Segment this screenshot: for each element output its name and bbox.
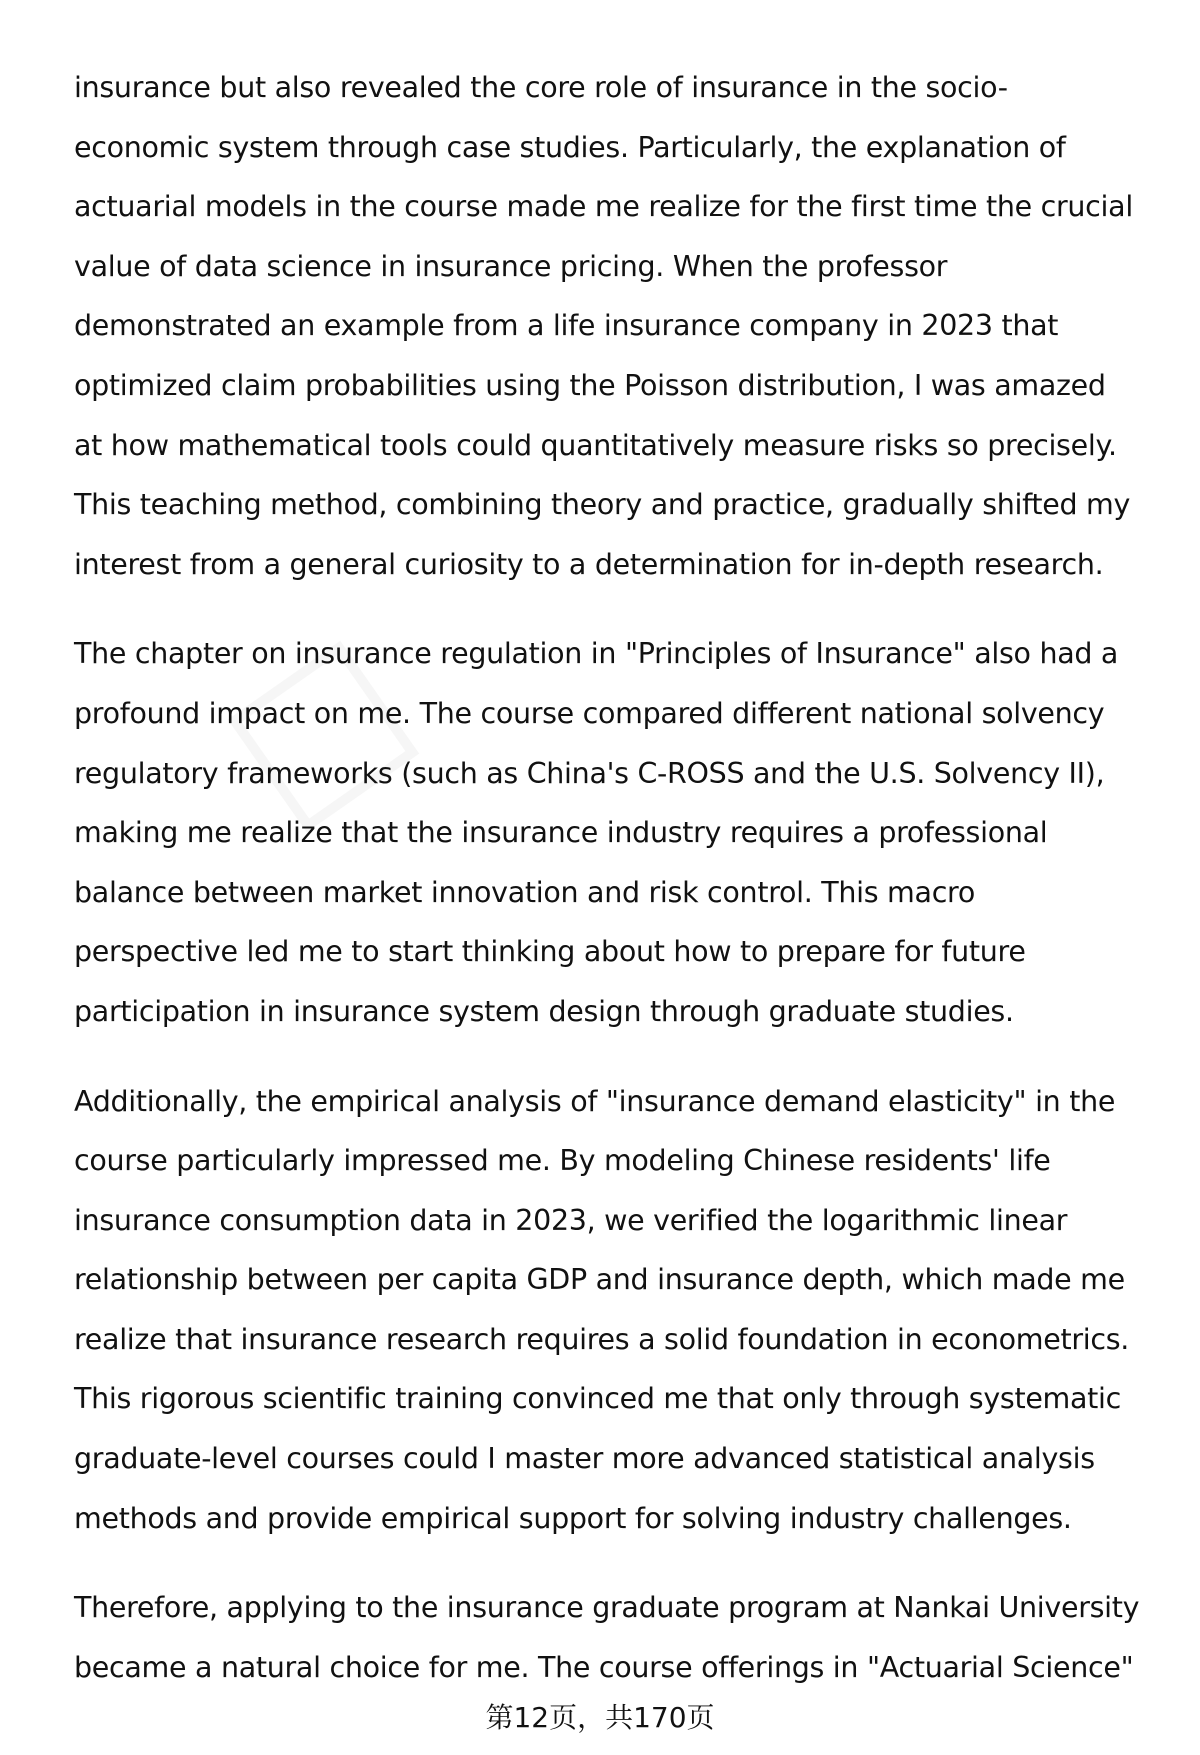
text-line: at how mathematical tools could quantitatively measure risks so precisely.	[74, 428, 1117, 462]
text-line: Additionally, the empirical analysis of "insurance demand elasticity" in the	[74, 1084, 1116, 1118]
text-line: This teaching method, combining theory and practice, gradually shifted my	[74, 488, 1131, 522]
text-line: optimized claim probabilities using the Poisson distribution, I was amazed	[74, 368, 1106, 402]
text-line: relationship between per capita GDP and insurance depth, which made me	[74, 1263, 1125, 1297]
text-line: course particularly impressed me. By modeling Chinese residents' life	[74, 1144, 1051, 1178]
text-line: actuarial models in the course made me realize for the first time the crucial	[74, 190, 1133, 224]
text-line: became a natural choice for me. The course offerings in "Actuarial Science"	[74, 1650, 1134, 1684]
paragraph	[74, 58, 1174, 594]
text-line: interest from a general curiosity to a determination for in-depth research.	[74, 547, 1104, 581]
text-line: The chapter on insurance regulation in "Principles of Insurance" also had a	[74, 637, 1119, 671]
text-line: economic system through case studies. Particularly, the explanation of	[74, 130, 1066, 164]
text-line: perspective led me to start thinking about how to prepare for future	[74, 935, 1026, 969]
text-line: participation in insurance system design through graduate studies.	[74, 994, 1014, 1028]
text-line: value of data science in insurance pricing. When the professor	[74, 249, 948, 283]
text-line: insurance consumption data in 2023, we verified the logarithmic linear	[74, 1203, 1068, 1237]
text-line: This rigorous scientific training convinced me that only through systematic	[74, 1382, 1122, 1416]
text-line: making me realize that the insurance industry requires a professional	[74, 816, 1048, 850]
text-line: Therefore, applying to the insurance graduate program at Nankai University	[74, 1591, 1140, 1625]
text-line: insurance but also revealed the core role of insurance in the socio-	[74, 71, 1008, 104]
text-line: demonstrated an example from a life insurance company in 2023 that	[74, 309, 1059, 343]
paragraph	[74, 624, 1174, 1041]
text-line: graduate-level courses could I master more advanced statistical analysis	[74, 1442, 1095, 1476]
page-number-footer: 第12页，共170页	[485, 1701, 715, 1734]
text-line: profound impact on me. The course compared different national solvency	[74, 696, 1105, 730]
text-line: balance between market innovation and risk control. This macro	[74, 875, 975, 909]
paragraph	[74, 1072, 1174, 1549]
paragraph	[74, 1578, 1174, 1697]
document-body	[74, 58, 1174, 1727]
text-line: realize that insurance research requires a solid foundation in econometrics.	[74, 1322, 1130, 1356]
text-line: regulatory frameworks (such as China's C-ROSS and the U.S. Solvency II),	[74, 756, 1105, 790]
text-line: methods and provide empirical support for solving industry challenges.	[74, 1501, 1072, 1535]
